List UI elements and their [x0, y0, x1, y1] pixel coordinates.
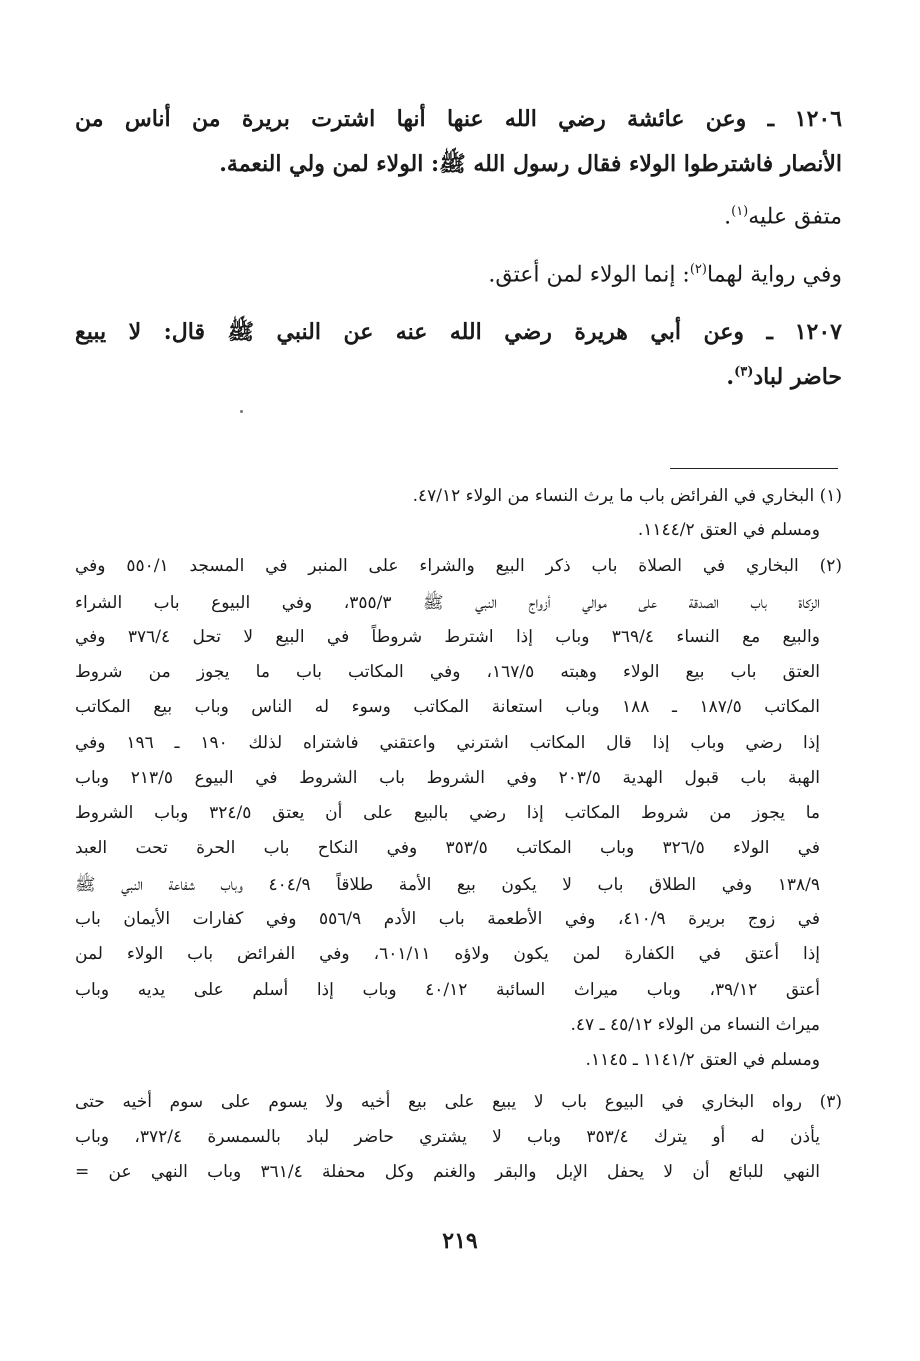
footnote-2-line-6: إذا رضي وباب إذا قال المكاتب اشترني واعتقني فاشتراه لذلك ١٩٠ ـ ١٩٦ وفي [75, 733, 820, 753]
page-number: ٢١٩ [442, 1228, 478, 1254]
hadith-1207-text-2: حاضر لباد [753, 364, 842, 390]
footnote-2-line-8: ما يجوز من شروط المكاتب إذا رضي بالبيع على أن يعتق ٣٢٤/٥ وباب الشروط [75, 803, 820, 823]
footnote-2-line-7: الهبة باب قبول الهدية ٢٠٣/٥ وفي الشروط باب الشروط في البيوع ٢١٣/٥ وباب [75, 768, 821, 788]
footnote-2-line-4: العتق باب بيع الولاء وهبته ١٦٧/٥، وفي المكاتب باب ما يجوز من شروط [75, 662, 820, 682]
agreed-upon-line [724, 204, 842, 229]
footnote-ref-2[interactable]: (٢) [689, 262, 707, 277]
footnote-2-line-2: الزكاة باب الصدقة على موالي أزواج النبي ﷺ ٣٥٥/٣، وفي البيوع باب الشراء [75, 593, 820, 613]
footnote-2-line-10: ١٣٨/٩ وفي الطلاق باب لا يكون بيع الأمة طلاقاً ٤٠٤/٩ وباب شفاعة النبي ﷺ [75, 875, 820, 895]
footnote-2-line-12: إذا أعتق في الكفارة لمن يكون ولاؤه ٦٠١/١١، وفي الفرائض باب الولاء لمن [75, 944, 821, 964]
agreed-upon-text: متفق عليه [748, 204, 842, 230]
footnote-3-line-1: (٣) رواه البخاري في البيوع باب لا يبيع على بيع أخيه ولا يسوم على سوم أخيه حتى [75, 1092, 842, 1112]
hadith-1207-text-1: ـ وعن أبي هريرة رضي الله عنه عن النبي ﷺ قال: لا يبيع [75, 319, 773, 345]
hadith-1206-text-1: ـ وعن عائشة رضي الله عنها أنها اشترت بريرة من أناس من [75, 106, 775, 132]
footnote-ref-3[interactable]: (٣) [734, 364, 754, 380]
hadith-1207-number: ١٢٠٧ [794, 319, 842, 345]
hadith-1207-end: . [726, 364, 735, 390]
hadith-1206-line-1 [75, 106, 842, 132]
footnote-2-line-1: (٢) البخاري في الصلاة باب ذكر البيع والشراء على المنبر في المسجد ٥٥٠/١ وفي [75, 556, 842, 576]
footnote-2-line-5: المكاتب ١٨٧/٥ ـ ١٨٨ وباب استعانة المكاتب وسوء له الناس وباب بيع المكاتب [75, 697, 820, 717]
footnote-2-line-11: في زوج بريرة ٤١٠/٩، وفي الأطعمة باب الأدم ٥٥٦/٩ وفي كفارات الأيمان باب [75, 909, 820, 929]
footnote-2-line-9: في الولاء ٣٢٦/٥ وباب المكاتب ٣٥٣/٥ وفي النكاح باب الحرة تحت العبد [75, 838, 821, 858]
riwaya-text: وفي رواية لهما [706, 262, 842, 288]
stray-dot [240, 410, 243, 413]
hadith-1206-line-2: الأنصار فاشترطوا الولاء فقال رسول الله ﷺ: الولاء لمن ولي النعمة. [219, 151, 842, 177]
hadith-1207-line-1 [75, 318, 842, 350]
riwaya-end: : إنما الولاء لمن أعتق. [488, 262, 690, 288]
footnote-3-line-2: يأذن له أو يترك ٣٥٣/٤ وباب لا يشتري حاضر لباد بالسمسرة ٣٧٢/٤، وباب [75, 1127, 820, 1147]
footnote-2-line-14: ميراث النساء من الولاء ٤٥/١٢ ـ ٤٧. [570, 1015, 820, 1035]
footnote-separator [670, 468, 838, 469]
hadith-1206-number: ١٢٠٦ [794, 106, 843, 132]
footnote-1-line-2: ومسلم في العتق ١١٤٤/٢. [637, 520, 820, 540]
footnote-ref-1[interactable]: (١) [731, 204, 749, 219]
footnote-1-line-1: (١) البخاري في الفرائض باب ما يرث النساء من الولاء ٤٧/١٢. [412, 486, 842, 506]
footnote-2-line-15: ومسلم في العتق ١١٤١/٢ ـ ١١٤٥. [585, 1050, 820, 1070]
footnote-2-line-3: والبيع مع النساء ٣٦٩/٤ وباب إذا اشترط شروطاً في البيع لا تحل ٣٧٦/٤ وفي [75, 627, 820, 647]
agreed-upon-end: . [724, 204, 732, 230]
hadith-1207-line-2 [726, 364, 842, 390]
footnote-2-line-13: أعتق ٣٩/١٢، وباب ميراث السائبة ٤٠/١٢ وباب إذا أسلم على يديه وباب [75, 980, 820, 1000]
footnote-3-line-3: النهي للبائع أن لا يحفل الإبل والبقر والغنم وكل محفلة ٣٦١/٤ وباب النهي عن = [75, 1162, 820, 1182]
riwaya-line [488, 262, 842, 287]
